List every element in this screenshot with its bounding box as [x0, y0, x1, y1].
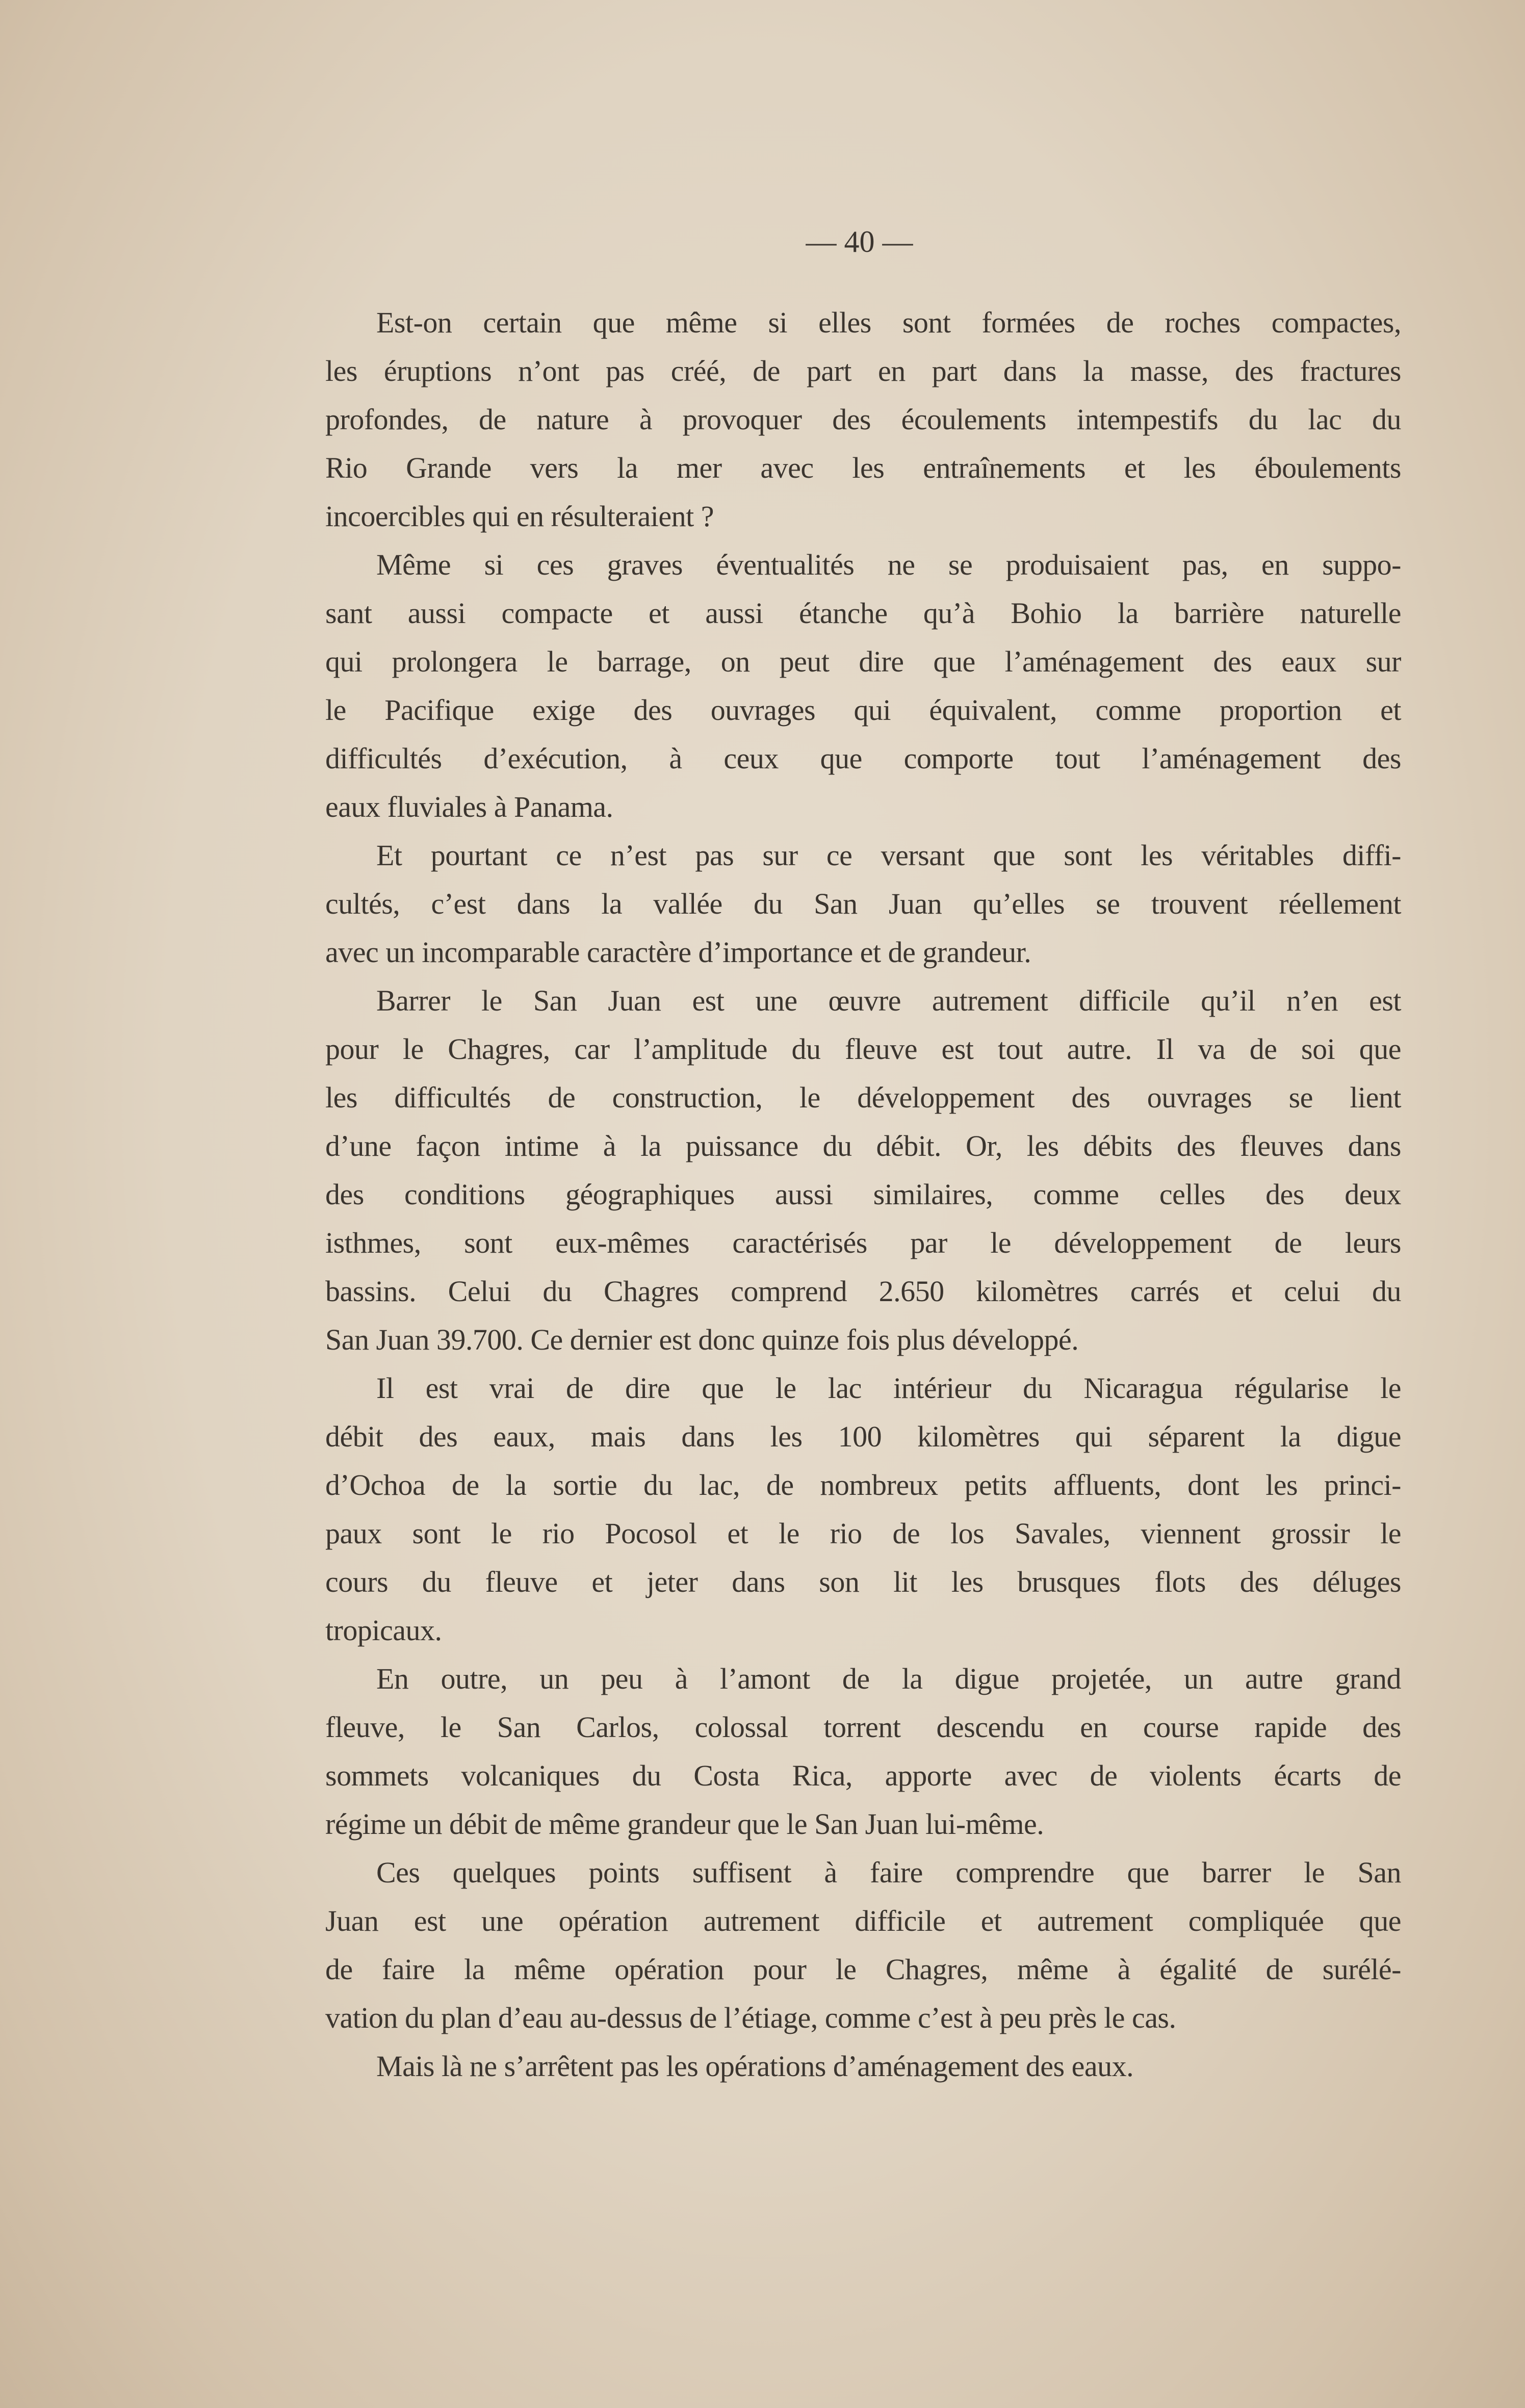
text-line: Et pourtant ce n’est pas sur ce versant que sont les véritables diffi- — [376, 839, 1401, 872]
text-line: Est-on certain que même si elles sont formées de roches compactes, — [376, 306, 1401, 339]
text-line: des conditions géographiques aussi similaires, comme celles des deux — [325, 1178, 1401, 1211]
text-line: incoercibles qui en résulteraient ? — [325, 500, 714, 533]
paragraph — [325, 2042, 1401, 2090]
text-line: Juan est une opération autrement difficile et autrement compliquée que — [325, 1904, 1401, 1937]
text-line: sant aussi compacte et aussi étanche qu’à Bohio la barrière naturelle — [325, 597, 1401, 630]
text-line: tropicaux. — [325, 1614, 442, 1647]
paragraph — [325, 976, 1401, 1364]
text-line: qui prolongera le barrage, on peut dire que l’aménagement des eaux sur — [325, 645, 1401, 678]
text-line: cultés, c’est dans la vallée du San Juan qu’elles se trouvent réellement — [325, 887, 1401, 920]
text-line: Barrer le San Juan est une œuvre autrement difficile qu’il n’en est — [376, 984, 1401, 1017]
text-line: vation du plan d’eau au-dessus de l’étiage, comme c’est à peu près le cas. — [325, 2001, 1176, 2034]
text-line: Rio Grande vers la mer avec les entraînements et les éboulements — [325, 451, 1401, 484]
text-line: paux sont le rio Pocosol et le rio de los Savales, viennent grossir le — [325, 1517, 1401, 1550]
text-line: avec un incomparable caractère d’importance et de grandeur. — [325, 936, 1031, 969]
page-number: — 40 — — [806, 225, 913, 258]
text-line: les difficultés de construction, le développement des ouvrages se lient — [325, 1081, 1401, 1114]
text-line: En outre, un peu à l’amont de la digue projetée, un autre grand — [376, 1662, 1401, 1695]
text-line: difficultés d’exécution, à ceux que comporte tout l’aménagement des — [325, 742, 1401, 775]
paragraph — [325, 831, 1401, 976]
text-line: Mais là ne s’arrêtent pas les opérations d’aménagement des eaux. — [376, 2050, 1134, 2083]
paragraph — [325, 1364, 1401, 1654]
text-line: d’une façon intime à la puissance du débit. Or, les débits des fleuves dans — [325, 1129, 1401, 1162]
text-line: profondes, de nature à provoquer des écoulements intempestifs du lac du — [325, 403, 1401, 436]
text-line: bassins. Celui du Chagres comprend 2.650 kilomètres carrés et celui du — [325, 1275, 1401, 1308]
paragraph — [325, 1848, 1401, 2042]
text-line: régime un débit de même grandeur que le San Juan lui-même. — [325, 1807, 1044, 1841]
text-line: sommets volcaniques du Costa Rica, apporte avec de violents écarts de — [325, 1759, 1401, 1792]
paragraph — [325, 540, 1401, 831]
text-line: les éruptions n’ont pas créé, de part en part dans la masse, des fractures — [325, 354, 1401, 387]
text-line: de faire la même opération pour le Chagres, même à égalité de surélé- — [325, 1953, 1401, 1986]
text-line: isthmes, sont eux-mêmes caractérisés par le développement de leurs — [325, 1226, 1401, 1259]
text-line: pour le Chagres, car l’amplitude du fleuve est tout autre. Il va de soi que — [325, 1032, 1401, 1066]
text-line: d’Ochoa de la sortie du lac, de nombreux petits affluents, dont les princi- — [325, 1468, 1401, 1501]
text-line: le Pacifique exige des ouvrages qui équivalent, comme proportion et — [325, 693, 1401, 727]
paragraph — [325, 1654, 1401, 1848]
text-line: fleuve, le San Carlos, colossal torrent descendu en course rapide des — [325, 1711, 1401, 1744]
text-line: débit des eaux, mais dans les 100 kilomètres qui séparent la digue — [325, 1420, 1401, 1453]
text-line: cours du fleuve et jeter dans son lit les brusques flots des déluges — [325, 1565, 1401, 1598]
paragraph — [325, 298, 1401, 540]
text-line: Même si ces graves éventualités ne se produisaient pas, en suppo- — [376, 548, 1401, 581]
text-line: Il est vrai de dire que le lac intérieur du Nicaragua régularise le — [376, 1371, 1401, 1405]
text-line: San Juan 39.700. Ce dernier est donc quinze fois plus développé. — [325, 1323, 1079, 1356]
text-line: eaux fluviales à Panama. — [325, 790, 613, 823]
body-text — [325, 298, 1401, 2090]
text-line: Ces quelques points suffisent à faire comprendre que barrer le San — [376, 1856, 1401, 1889]
